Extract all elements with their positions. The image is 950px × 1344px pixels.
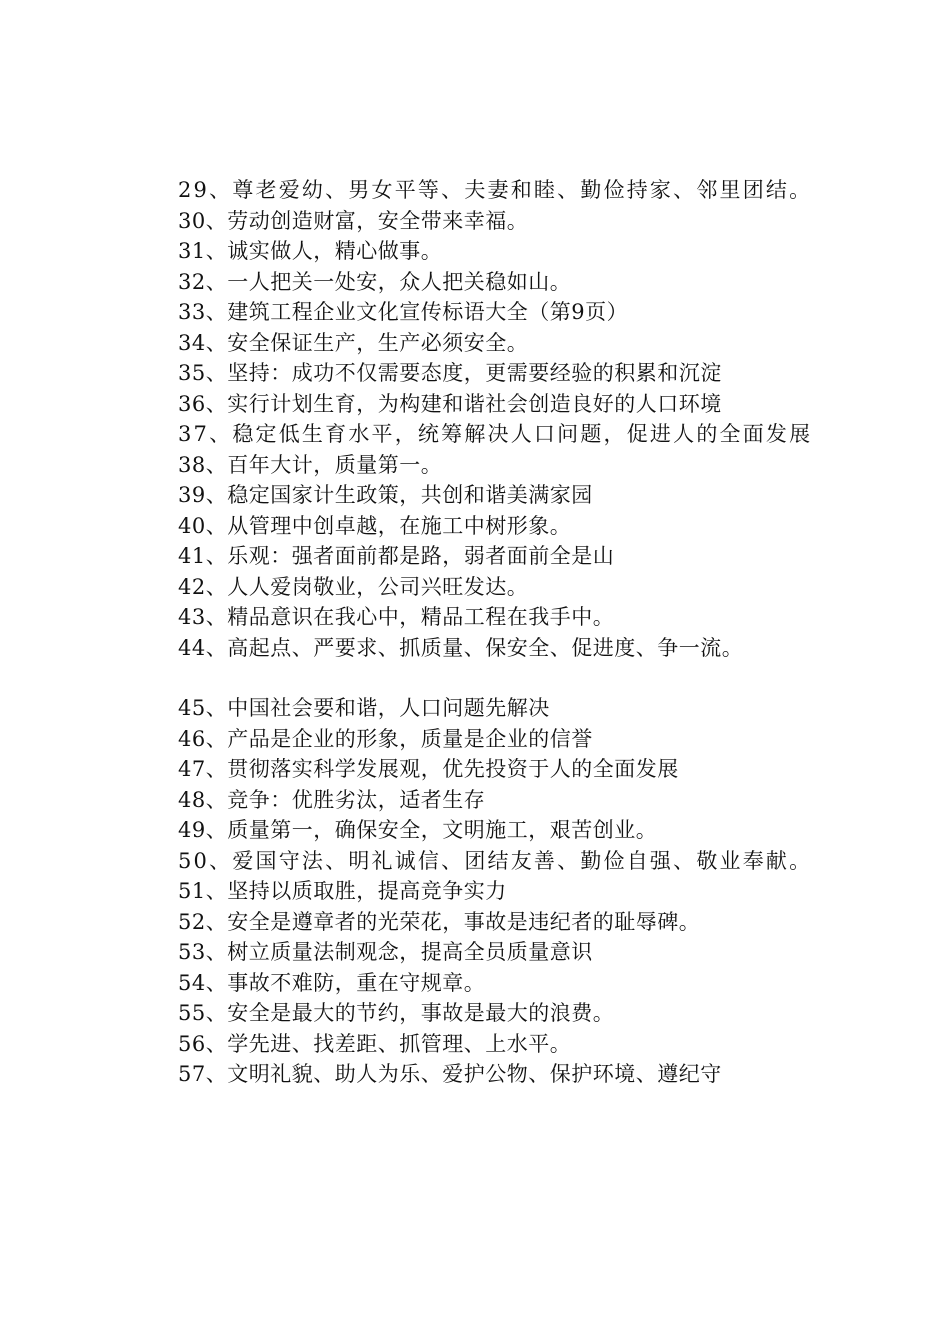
slogan-line-42: 42、人人爱岗敬业，公司兴旺发达。 [178, 574, 529, 599]
slogan-line-38: 38、百年大计，质量第一。 [178, 452, 443, 477]
slogan-line-37: 37、稳定低生育水平，统筹解决人口问题，促进人的全面发展 [178, 422, 813, 446]
slogan-line-45: 45、中国社会要和谐，人口问题先解决 [178, 696, 550, 720]
slogan-line-36: 36、实行计划生育，为构建和谐社会创造良好的人口环境 [178, 391, 722, 416]
slogan-line-31: 31、诚实做人，精心做事。 [178, 239, 443, 263]
slogan-line-29: 29、尊老爱幼、男女平等、夫妻和睦、勤俭持家、邻里团结。 [178, 178, 813, 202]
slogan-line-32: 32、一人把关一处安，众人把关稳如山。 [178, 269, 572, 294]
slogan-line-33: 33、建筑工程企业文化宣传标语大全（第9页） [178, 300, 629, 324]
slogan-line-49: 49、质量第一，确保安全，文明施工，艰苦创业。 [178, 818, 658, 842]
slogan-line-47: 47、贯彻落实科学发展观，优先投资于人的全面发展 [178, 757, 679, 781]
slogan-line-34: 34、安全保证生产，生产必须安全。 [178, 330, 529, 355]
slogan-line-35: 35、坚持：成功不仅需要态度，更需要经验的积累和沉淀 [178, 361, 722, 385]
slogan-line-44: 44、高起点、严要求、抓质量、保安全、促进度、争一流。 [178, 635, 744, 660]
slogan-line-41: 41、乐观：强者面前都是路，弱者面前全是山 [178, 544, 615, 568]
slogan-line-54: 54、事故不难防，重在守规章。 [178, 970, 486, 995]
slogan-line-43: 43、精品意识在我心中，精品工程在我手中。 [178, 605, 615, 629]
slogan-line-55: 55、安全是最大的节约，事故是最大的浪费。 [178, 1001, 615, 1025]
slogan-line-40: 40、从管理中创卓越，在施工中树形象。 [178, 513, 572, 538]
slogan-line-50: 50、爱国守法、明礼诚信、团结友善、勤俭自强、敬业奉献。 [178, 848, 813, 873]
slogan-line-56: 56、学先进、找差距、抓管理、上水平。 [178, 1031, 572, 1056]
slogan-line-48: 48、竞争：优胜劣汰，适者生存 [178, 787, 486, 812]
slogan-line-51: 51、坚持以质取胜，提高竞争实力 [178, 879, 507, 903]
slogan-line-30: 30、劳动创造财富，安全带来幸福。 [178, 208, 529, 233]
slogan-line-39: 39、稳定国家计生政策，共创和谐美满家园 [178, 483, 593, 507]
slogan-line-52: 52、安全是遵章者的光荣花，事故是违纪者的耻辱碑。 [178, 909, 701, 934]
slogan-line-53: 53、树立质量法制观念，提高全员质量意识 [178, 940, 593, 964]
slogan-line-46: 46、产品是企业的形象，质量是企业的信誉 [178, 726, 593, 751]
slogan-line-57: 57、文明礼貌、助人为乐、爱护公物、保护环境、遵纪守 [178, 1062, 722, 1086]
document-body [130, 175, 835, 1090]
